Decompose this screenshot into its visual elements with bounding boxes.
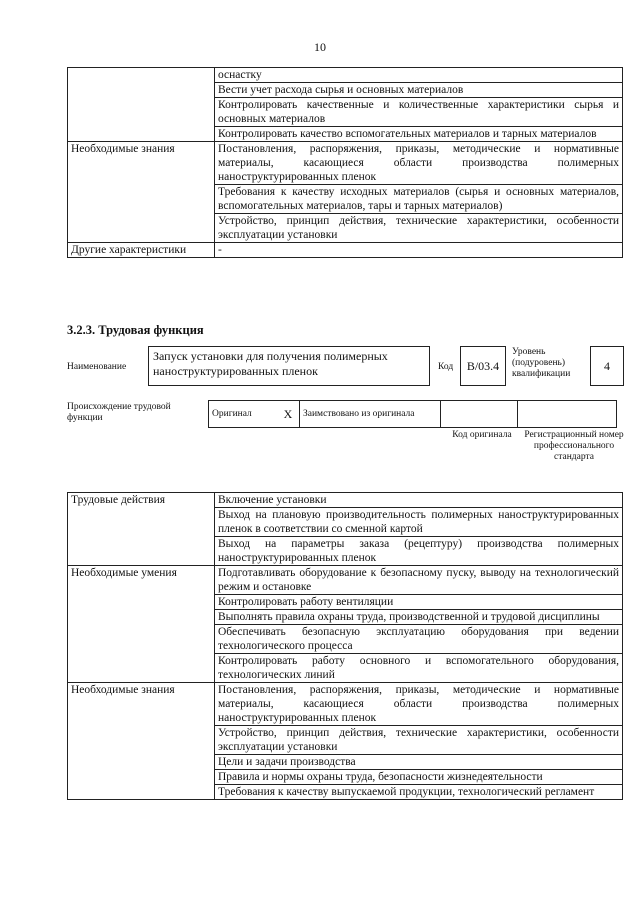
table-cell: Включение установки xyxy=(215,493,623,508)
borrowed-label: Заимствовано из оригинала xyxy=(300,401,441,428)
table-cell: Контролировать работу вентиляции xyxy=(215,595,623,610)
table-cell: Выход на плановую производительность полимерных наноструктурированных пленок в соответствии со сменной картой xyxy=(215,508,623,537)
row-label: Необходимые знания xyxy=(68,683,215,800)
reg-number-cell xyxy=(518,401,617,428)
knowledge-table-continued xyxy=(67,67,623,258)
name-label: Наименование xyxy=(67,362,127,372)
table-cell: Постановления, распоряжения, приказы, методические и нормативные материалы, касающиеся области производства полимерных наноструктурированных пленок xyxy=(215,683,623,726)
level-value-box: 4 xyxy=(590,346,624,386)
function-code-box: B/03.4 xyxy=(460,346,506,386)
table-cell: Цели и задачи производства xyxy=(215,755,623,770)
row-label: Необходимые знания xyxy=(68,142,215,243)
table-row xyxy=(68,243,623,258)
table-cell: Контролировать качественные и количественные характеристики сырья и основных материалов xyxy=(215,98,623,127)
section-title: 3.2.3. Трудовая функция xyxy=(67,323,204,337)
table-row xyxy=(68,683,623,726)
table-cell: Подготавливать оборудование к безопасному пуску, выводу на технологический режим и остановке xyxy=(215,566,623,595)
table-cell: Устройство, принцип действия, технические характеристики, особенности эксплуатации установки xyxy=(215,726,623,755)
table-cell: Контролировать качество вспомогательных материалов и тарных материалов xyxy=(215,127,623,142)
table-cell: Контролировать работу основного и вспомогательного оборудования, технологических линий xyxy=(215,654,623,683)
code-label: Код xyxy=(438,362,454,372)
table-cell: Выход на параметры заказа (рецептуру) производства полимерных наноструктурированных пленок xyxy=(215,537,623,566)
table-row xyxy=(68,68,623,83)
code-original-label: Код оригинала xyxy=(452,430,512,440)
original-mark: X xyxy=(277,401,300,428)
function-name-box: Запуск установки для получения полимерных наноструктурированных пленок xyxy=(148,346,430,386)
table-cell: оснастку xyxy=(215,68,623,83)
table-cell: Правила и нормы охраны труда, безопасности жизнедеятельности xyxy=(215,770,623,785)
reg-number-label: Регистрационный номер профессионального стандарта xyxy=(524,430,624,462)
level-label: Уровень (подуровень) квалификации xyxy=(512,347,571,379)
table-row xyxy=(68,566,623,595)
table-cell: Обеспечивать безопасную эксплуатацию оборудования при ведении технологического процесса xyxy=(215,625,623,654)
labor-function-table xyxy=(67,492,623,800)
row-label xyxy=(68,68,215,142)
table-cell: Устройство, принцип действия, технические характеристики, особенности эксплуатации установки xyxy=(215,214,623,243)
table-cell: Постановления, распоряжения, приказы, методические и нормативные материалы, касающиеся области производства полимерных наноструктурированных пленок xyxy=(215,142,623,185)
table-cell: Вести учет расхода сырья и основных материалов xyxy=(215,83,623,98)
table-cell: Выполнять правила охраны труда, производственной и трудовой дисциплины xyxy=(215,610,623,625)
table-cell: Требования к качеству исходных материалов (сырья и основных материалов, вспомогательных материалов, тары и тарных материалов) xyxy=(215,185,623,214)
table-cell: - xyxy=(215,243,623,258)
table-row xyxy=(68,493,623,508)
row-label: Необходимые умения xyxy=(68,566,215,683)
row-label: Другие характеристики xyxy=(68,243,215,258)
code-original-cell xyxy=(441,401,518,428)
page-number: 10 xyxy=(314,40,326,54)
original-label: Оригинал xyxy=(209,401,278,428)
table-row xyxy=(68,142,623,185)
row-label: Трудовые действия xyxy=(68,493,215,566)
origin-label: Происхождение трудовой функции xyxy=(67,402,171,423)
table-cell: Требования к качеству выпускаемой продукции, технологический регламент xyxy=(215,785,623,800)
origin-table xyxy=(208,400,617,428)
